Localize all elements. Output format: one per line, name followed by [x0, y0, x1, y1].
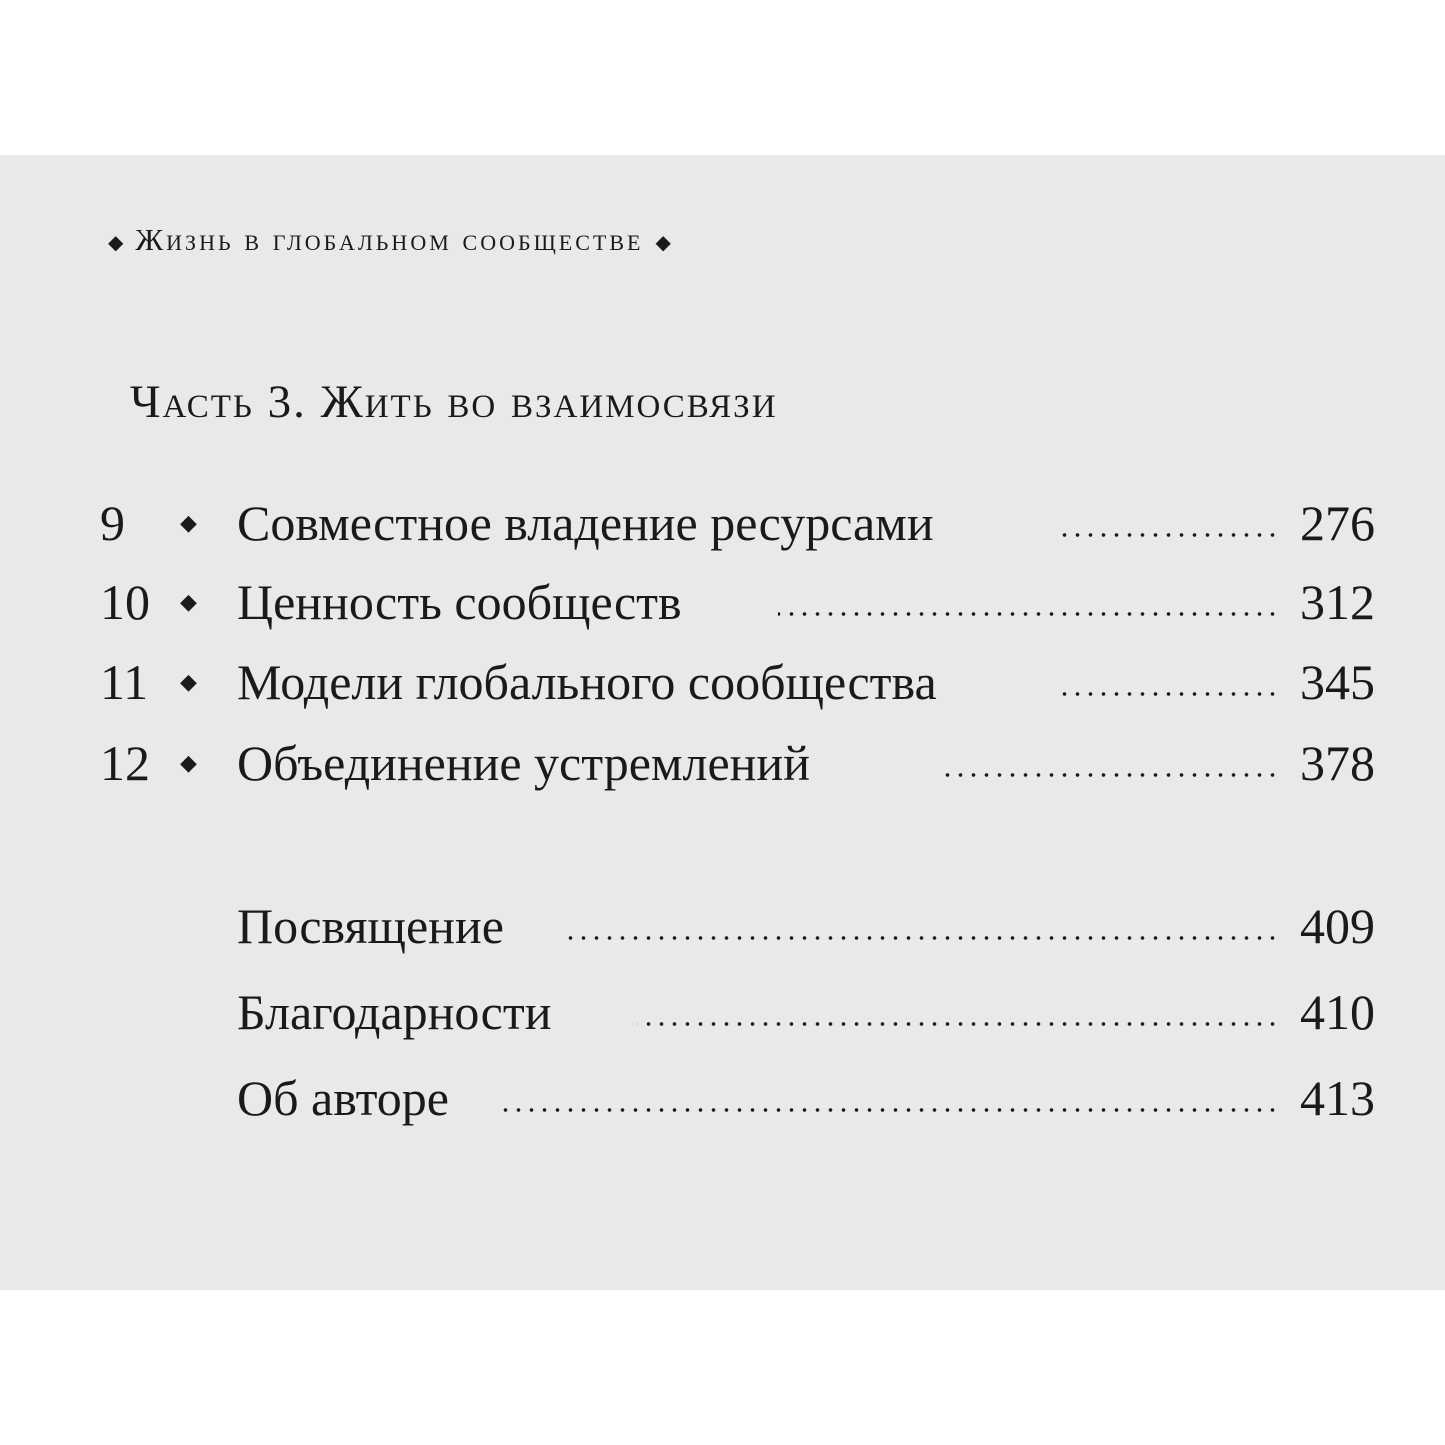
dot-leader [778, 612, 1279, 616]
diamond-ornament-icon: ◆ [108, 232, 124, 255]
chapter-title: Объединение устремлений [237, 735, 810, 791]
chapter-number: 12 [100, 735, 150, 791]
page-number: 276 [1300, 495, 1375, 551]
diamond-ornament-icon: ◆ [655, 232, 671, 255]
running-head-text: Жизнь в глобальном сообществе [135, 222, 644, 257]
diamond-bullet-icon: ◆ [180, 589, 197, 614]
page-number: 312 [1300, 574, 1375, 630]
section-title: Об авторе [237, 1070, 449, 1126]
chapter-title: Ценность сообществ [237, 574, 682, 630]
toc-entry-acknowledgements [100, 982, 1375, 1042]
toc-entry-chapter-11 [100, 652, 1375, 712]
page-number: 378 [1300, 735, 1375, 791]
toc-entry-dedication [100, 896, 1375, 956]
page-number: 410 [1300, 984, 1375, 1040]
toc-entry-chapter-12 [100, 733, 1375, 793]
running-head [108, 222, 671, 258]
dot-leader [637, 1022, 1279, 1026]
page-number: 413 [1300, 1070, 1375, 1126]
toc-entry-chapter-10 [100, 572, 1375, 632]
diamond-bullet-icon: ◆ [180, 750, 197, 775]
dot-leader [943, 773, 1279, 777]
diamond-bullet-icon: ◆ [180, 510, 197, 535]
diamond-bullet-icon: ◆ [180, 669, 197, 694]
chapter-number: 10 [100, 574, 150, 630]
dot-leader [1060, 692, 1279, 696]
dot-leader [500, 1108, 1279, 1112]
chapter-number: 11 [100, 654, 149, 710]
dot-leader [568, 936, 1279, 940]
chapter-title: Модели глобального сообщества [237, 654, 937, 710]
toc-entry-chapter-9 [100, 493, 1375, 553]
chapter-number: 9 [100, 495, 125, 551]
section-title: Посвящение [237, 898, 504, 954]
chapter-title: Совместное владение ресурсами [237, 495, 934, 551]
part-title: Часть 3. Жить во взаимосвязи [130, 376, 778, 428]
toc-entry-about-author [100, 1068, 1375, 1128]
page-number: 345 [1300, 654, 1375, 710]
dot-leader [1060, 533, 1279, 537]
section-title: Благодарности [237, 984, 552, 1040]
page-number: 409 [1300, 898, 1375, 954]
